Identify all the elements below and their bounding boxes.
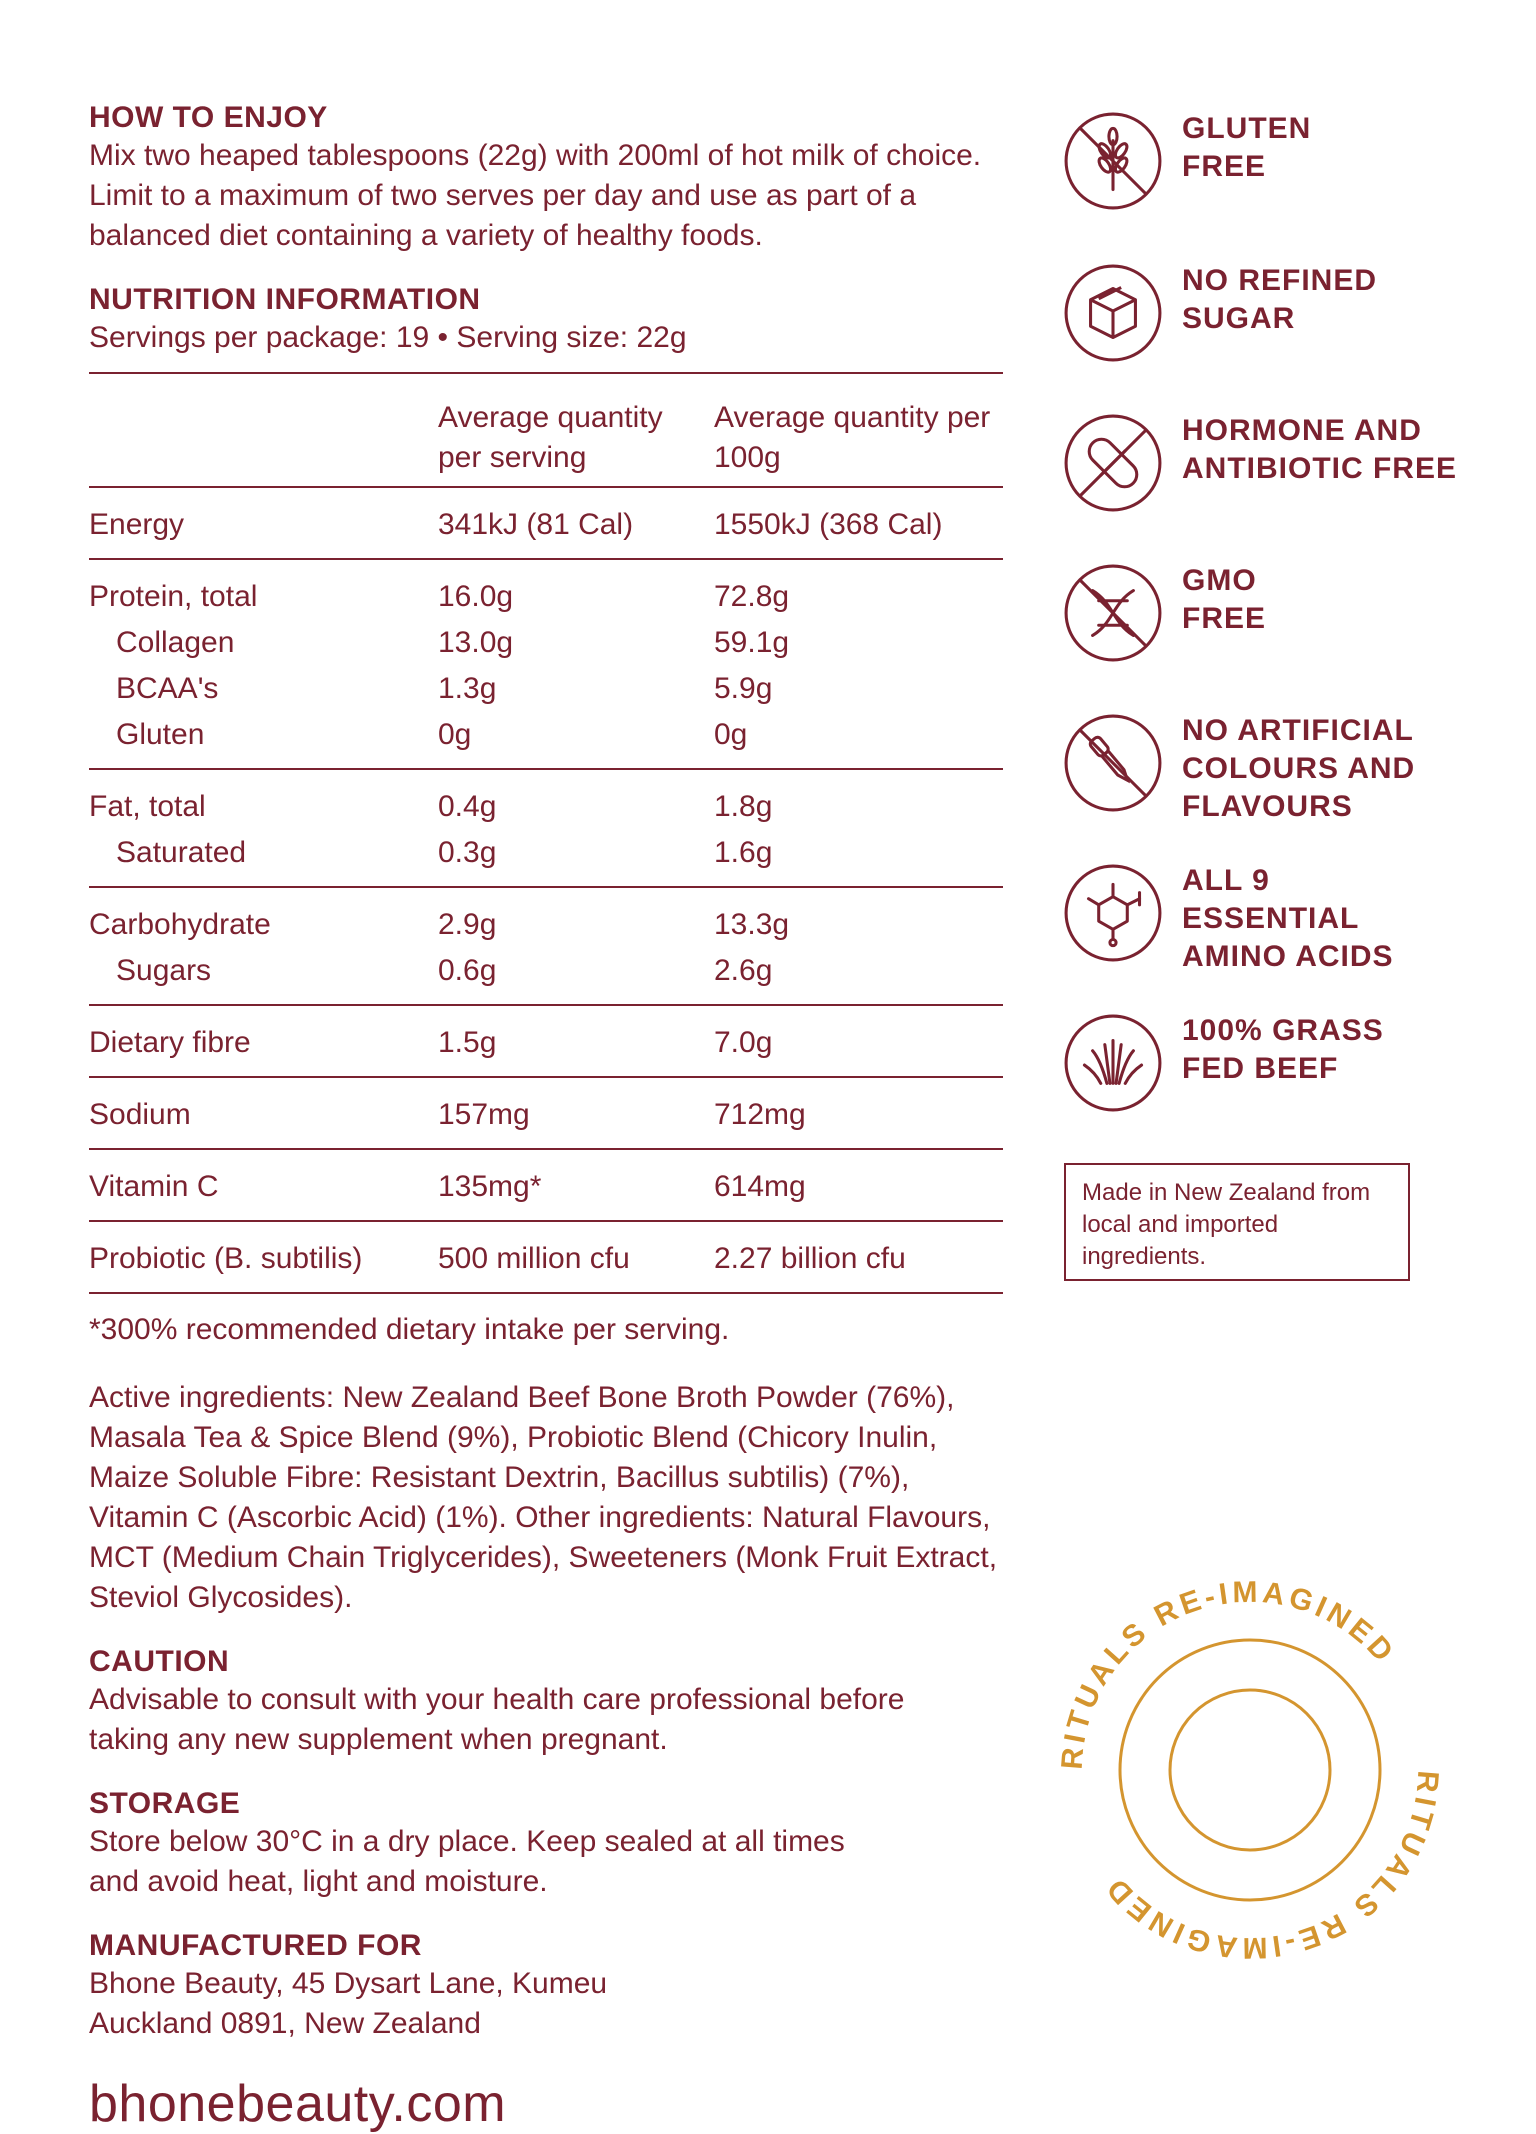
made-in-box: Made in New Zealand from local and imported ingredients. <box>1064 1163 1410 1281</box>
website-url[interactable]: bhonebeauty.com <box>89 2075 507 2133</box>
storage-heading: STORAGE <box>89 1787 241 1820</box>
table-top-rule <box>89 372 1003 374</box>
table-row: Fat, total 0.4g 1.8g <box>89 769 1003 830</box>
table-row: BCAA's 1.3g 5.9g <box>116 672 773 705</box>
manufacturer-line2: Auckland 0891, New Zealand <box>89 2007 481 2040</box>
dna-crossed-icon <box>1062 562 1164 664</box>
table-row: Collagen 13.0g 59.1g <box>116 626 790 659</box>
rituals-seal <box>1040 1560 1460 1980</box>
claim-label: NO REFINED SUGAR <box>1182 264 1378 335</box>
caution-section <box>89 1644 1009 1760</box>
seal-text-2: RITUALS RE-IMAGINED <box>1098 1769 1445 1965</box>
claim-label: HORMONE AND ANTIBIOTIC FREE <box>1182 414 1457 485</box>
claim-label: NO ARTIFICIAL COLOURS AND FLAVOURS <box>1182 714 1416 823</box>
claim-grass-fed <box>1062 1012 1384 1114</box>
caution-heading: CAUTION <box>89 1645 230 1678</box>
nutrition-table <box>89 384 1003 1294</box>
svg-text:RITUALS RE-IMAGINED <box>1098 1769 1444 1964</box>
claim-no-refined-sugar <box>1062 262 1377 364</box>
storage-text: Store below 30°C in a dry place. Keep sealed at all times and avoid heat, light and moisture. <box>89 1825 845 1898</box>
claim-hormone-antibiotic-free <box>1062 412 1457 514</box>
table-footnote: *300% recommended dietary intake per serving. <box>89 1313 730 1346</box>
caution-text: Advisable to consult with your health care professional before taking any new supplement when pregnant. <box>89 1683 905 1756</box>
dropper-crossed-icon <box>1062 712 1164 814</box>
col-header-100g: Average quantity per 100g <box>714 401 991 474</box>
pill-crossed-icon <box>1062 412 1164 514</box>
table-row: Dietary fibre 1.5g 7.0g <box>89 1005 1003 1077</box>
molecule-icon <box>1062 862 1164 964</box>
wheat-crossed-icon <box>1062 110 1164 212</box>
grass-icon <box>1062 1012 1164 1114</box>
claim-gmo-free <box>1062 562 1266 664</box>
table-row: Carbohydrate 2.9g 13.3g <box>89 887 1003 948</box>
ingredients-text: Active ingredients: New Zealand Beef Bone Broth Powder (76%), Masala Tea & Spice Blend (9%), Probiotic Blend (Chicory Inulin, Maize Soluble Fibre: Resistant Dextrin, Bacillus subtilis) (7%), Vitamin C (Ascorbic Acid) (1%). Other ingredients: Natural Flavours, MCT (Medium Chain Triglycerides), Sweeteners (Monk Fruit Extract, Steviol Glycosides). <box>89 1381 998 1614</box>
how-to-enjoy-heading: HOW TO ENJOY <box>89 101 328 134</box>
table-row: Probiotic (B. subtilis) 500 million cfu 2.27 billion cfu <box>89 1221 1003 1293</box>
claim-label: GLUTEN FREE <box>1182 112 1312 183</box>
manufactured-heading: MANUFACTURED FOR <box>89 1929 422 1962</box>
claim-label: 100% GRASS FED BEEF <box>1182 1014 1384 1085</box>
left-column <box>89 100 1009 2134</box>
table-row: Gluten 0g 0g <box>116 718 748 751</box>
svg-text:RITUALS RE-IMAGINED <box>1056 1576 1402 1771</box>
how-to-enjoy-text: Mix two heaped tablespoons (22g) with 200ml of hot milk of choice. Limit to a maximum of two serves per day and use as part of a balanced diet containing a variety of healthy foods. <box>89 139 982 252</box>
claim-gluten-free <box>1062 110 1311 212</box>
table-row: Saturated 0.3g 1.6g <box>116 836 773 869</box>
claim-label: ALL 9 ESSENTIAL AMINO ACIDS <box>1182 864 1394 973</box>
table-row: Sodium 157mg 712mg <box>89 1077 1003 1149</box>
servings-info: Servings per package: 19 • Serving size: 22g <box>89 321 687 354</box>
storage-section <box>89 1786 1009 1902</box>
nutrition-section <box>89 282 1009 1350</box>
manufactured-section <box>89 1928 1009 2044</box>
table-row: Vitamin C 135mg* 614mg <box>89 1149 1003 1221</box>
sugar-cube-icon <box>1062 262 1164 364</box>
seal-text: RITUALS RE-IMAGINED <box>1055 1575 1402 1771</box>
table-row: Energy 341kJ (81 Cal) 1550kJ (368 Cal) <box>89 487 1003 559</box>
claim-no-artificial-colours <box>1062 712 1415 826</box>
claim-amino-acids <box>1062 862 1394 976</box>
ingredients-section <box>89 1378 1009 1618</box>
table-row: Protein, total 16.0g 72.8g <box>89 559 1003 620</box>
col-header-serving: Average quantity per serving <box>438 401 663 474</box>
nutrition-heading: NUTRITION INFORMATION <box>89 283 481 316</box>
manufacturer-line1: Bhone Beauty, 45 Dysart Lane, Kumeu <box>89 1967 608 2000</box>
table-row: Sugars 0.6g 2.6g <box>116 954 773 987</box>
how-to-enjoy-section <box>89 100 1009 256</box>
claim-label: GMO FREE <box>1182 564 1267 635</box>
